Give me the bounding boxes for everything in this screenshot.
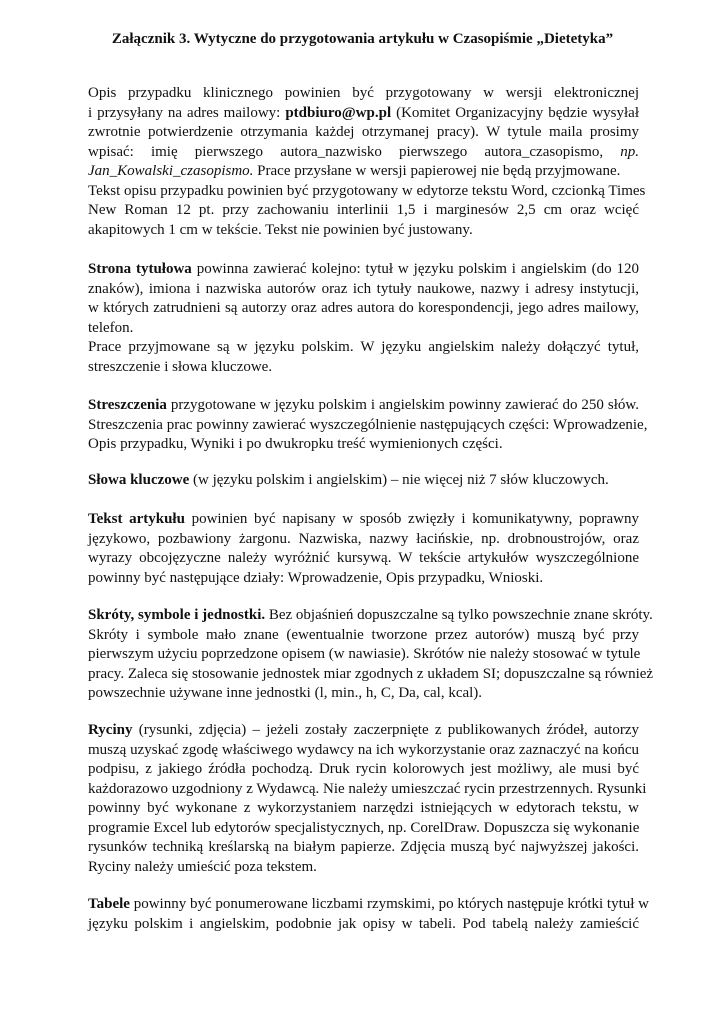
text-line: wyrazy obcojęzyczne należy wyróżnić kursywą. W tekście artykułów wyszczególnione xyxy=(88,550,639,566)
text-line xyxy=(88,260,639,280)
text-fragment: powinny być ponumerowane liczbami rzymskimi, po których następuje krótki tytuł w xyxy=(129,896,650,912)
text-fragment: powinien być napisany w sposób zwięzły i komunikatywny, poprawny xyxy=(184,511,640,527)
text-line xyxy=(88,162,639,182)
text-line: streszczenie i słowa kluczowe. xyxy=(88,358,273,375)
text-line: programie Excel lub edytorów specjalistycznych, np. CorelDraw. Dopuszcza się wykonanie xyxy=(88,819,640,836)
text-line xyxy=(88,104,639,124)
text-line: pracy. Zaleca się stosowanie jednostek miar zgodnych z układem SI; dopuszczalne są również xyxy=(88,665,654,682)
text-line: muszą uzyskać zgodę właściwego wydawcy na ich wykorzystanie oraz zaznaczyć na końcu xyxy=(88,741,639,758)
keywords-paragraph xyxy=(88,471,639,491)
text-fragment: (w języku polskim i angielskim) – nie więcej niż 7 słów kluczowych. xyxy=(189,472,609,488)
email-address: ptdbiuro@wp.pl xyxy=(285,104,392,121)
text-line: akapitowych 1 cm w tekście. Tekst nie powinien być justowany. xyxy=(88,221,473,238)
tables-paragraph xyxy=(88,895,650,934)
section-heading: Tekst artykułu xyxy=(88,511,185,527)
italic-fragment: np. xyxy=(620,143,639,160)
text-line: znaków), imiona i nazwiska autorów oraz ich tytuły naukowe, nazwy i adresy instytucji, xyxy=(88,280,639,297)
text-line: zwrotnie potwierdzenie otrzymania każdej otrzymanej pracy). W tytule maila prosimy xyxy=(88,124,639,140)
abbreviations-paragraph xyxy=(88,606,654,704)
text-line xyxy=(88,895,650,915)
text-line xyxy=(88,510,639,530)
text-line: języku polskim i angielskim, podobnie jak opisy w tabeli. Pod tabelą należy zamieścić xyxy=(88,915,639,932)
section-heading: Strona tytułowa xyxy=(88,261,192,277)
text-fragment: przygotowane w języku polskim i angielskim powinny zawierać do 250 słów. xyxy=(166,397,639,413)
text-line: Opis przypadku klinicznego powinien być przygotowany w wersji elektronicznej xyxy=(88,85,639,101)
text-line: Prace przyjmowane są w języku polskim. W języku angielskim należy dołączyć tytuł, xyxy=(88,339,639,355)
text-fragment: Bez objaśnień dopuszczalne są tylko powszechnie znane skróty. xyxy=(265,607,653,623)
text-line xyxy=(88,606,653,626)
article-text-paragraph xyxy=(88,510,639,588)
intro-paragraph xyxy=(88,84,646,240)
text-line: Streszczenia prac powinny zawierać wyszczególnienie następujących części: Wprowadzenie, xyxy=(88,416,648,433)
text-fragment: (Komitet Organizacyjny będzie wysyłał xyxy=(391,104,639,121)
text-line: rysunków techniką kreślarską na białym papierze. Zdjęcia muszą być najwyższej jakości. xyxy=(88,839,639,855)
italic-fragment: Jan_Kowalski_czasopismo. xyxy=(88,163,254,179)
text-line: każdorazowo uzgodniony z Wydawcą. Nie należy umieszczać rycin przestrzennych. Rysunki xyxy=(88,780,647,797)
page-title: Załącznik 3. Wytyczne do przygotowania artykułu w Czasopiśmie „Dietetyka” xyxy=(111,31,614,47)
text-line: podpisu, z jakiego źródła pochodzą. Druk rycin kolorowych jest możliwy, ale musi być xyxy=(88,761,639,777)
text-line: językowo, pozbawiony żargonu. Nazwiska, nazwy łacińskie, np. drobnoustrojów, oraz xyxy=(88,530,639,547)
text-line: powinny być następujące działy: Wprowadzenie, Opis przypadku, Wnioski. xyxy=(88,569,544,586)
abstracts-paragraph xyxy=(88,396,648,455)
text-line: Ryciny należy umieścić poza tekstem. xyxy=(88,858,317,875)
text-line: powinny być wykonane z wykorzystaniem narzędzi istniejących w edytorach tekstu, w xyxy=(88,800,639,816)
section-heading: Ryciny xyxy=(88,722,133,738)
section-heading: Słowa kluczowe xyxy=(88,472,190,488)
text-line: New Roman 12 pt. przy zachowaniu interlinii 1,5 i marginesów 2,5 cm oraz wcięć xyxy=(88,202,639,218)
text-line: powszechnie używane inne jednostki (l, min., h, C, Da, cal, kcal). xyxy=(88,685,483,701)
text-fragment: wpisać: imię pierwszego autora_nazwisko pierwszego autora_czasopismo, xyxy=(88,143,621,160)
text-line: Opis przypadku, Wyniki i po dwukropku treść wymienionych części. xyxy=(88,436,503,452)
figures-paragraph xyxy=(88,721,647,877)
text-line: pierwszym użyciu poprzedzone opisem (w nawiasie). Skrótów nie należy stosować w tytule xyxy=(88,646,641,662)
text-line: Skróty i symbole mało znane (ewentualnie tworzone przez autorów) muszą być przy xyxy=(88,626,639,643)
text-line xyxy=(88,471,639,491)
text-fragment: Prace przysłane w wersji papierowej nie będą przyjmowane. xyxy=(253,163,621,179)
section-heading: Skróty, symbole i jednostki. xyxy=(88,607,266,623)
text-line: Tekst opisu przypadku powinien być przygotowany w edytorze tekstu Word, czcionką Times xyxy=(88,182,646,199)
text-fragment: (rysunki, zdjęcia) – jeżeli zostały zaczerpnięte z publikowanych źródeł, autorzy xyxy=(132,722,639,738)
text-line xyxy=(88,143,639,163)
text-line: w których zatrudnieni są autorzy oraz adres autora do korespondencji, jego adres mailowy, xyxy=(88,300,639,316)
section-heading: Streszczenia xyxy=(88,397,167,413)
text-line: telefon. xyxy=(88,319,134,336)
title-page-paragraph xyxy=(88,260,639,377)
text-fragment: i przysyłany na adres mailowy: xyxy=(88,104,286,121)
text-fragment: powinna zawierać kolejno: tytuł w języku polskim i angielskim (do 120 xyxy=(191,261,639,277)
text-line xyxy=(88,396,639,416)
section-heading: Tabele xyxy=(88,896,130,912)
text-line xyxy=(88,721,639,741)
